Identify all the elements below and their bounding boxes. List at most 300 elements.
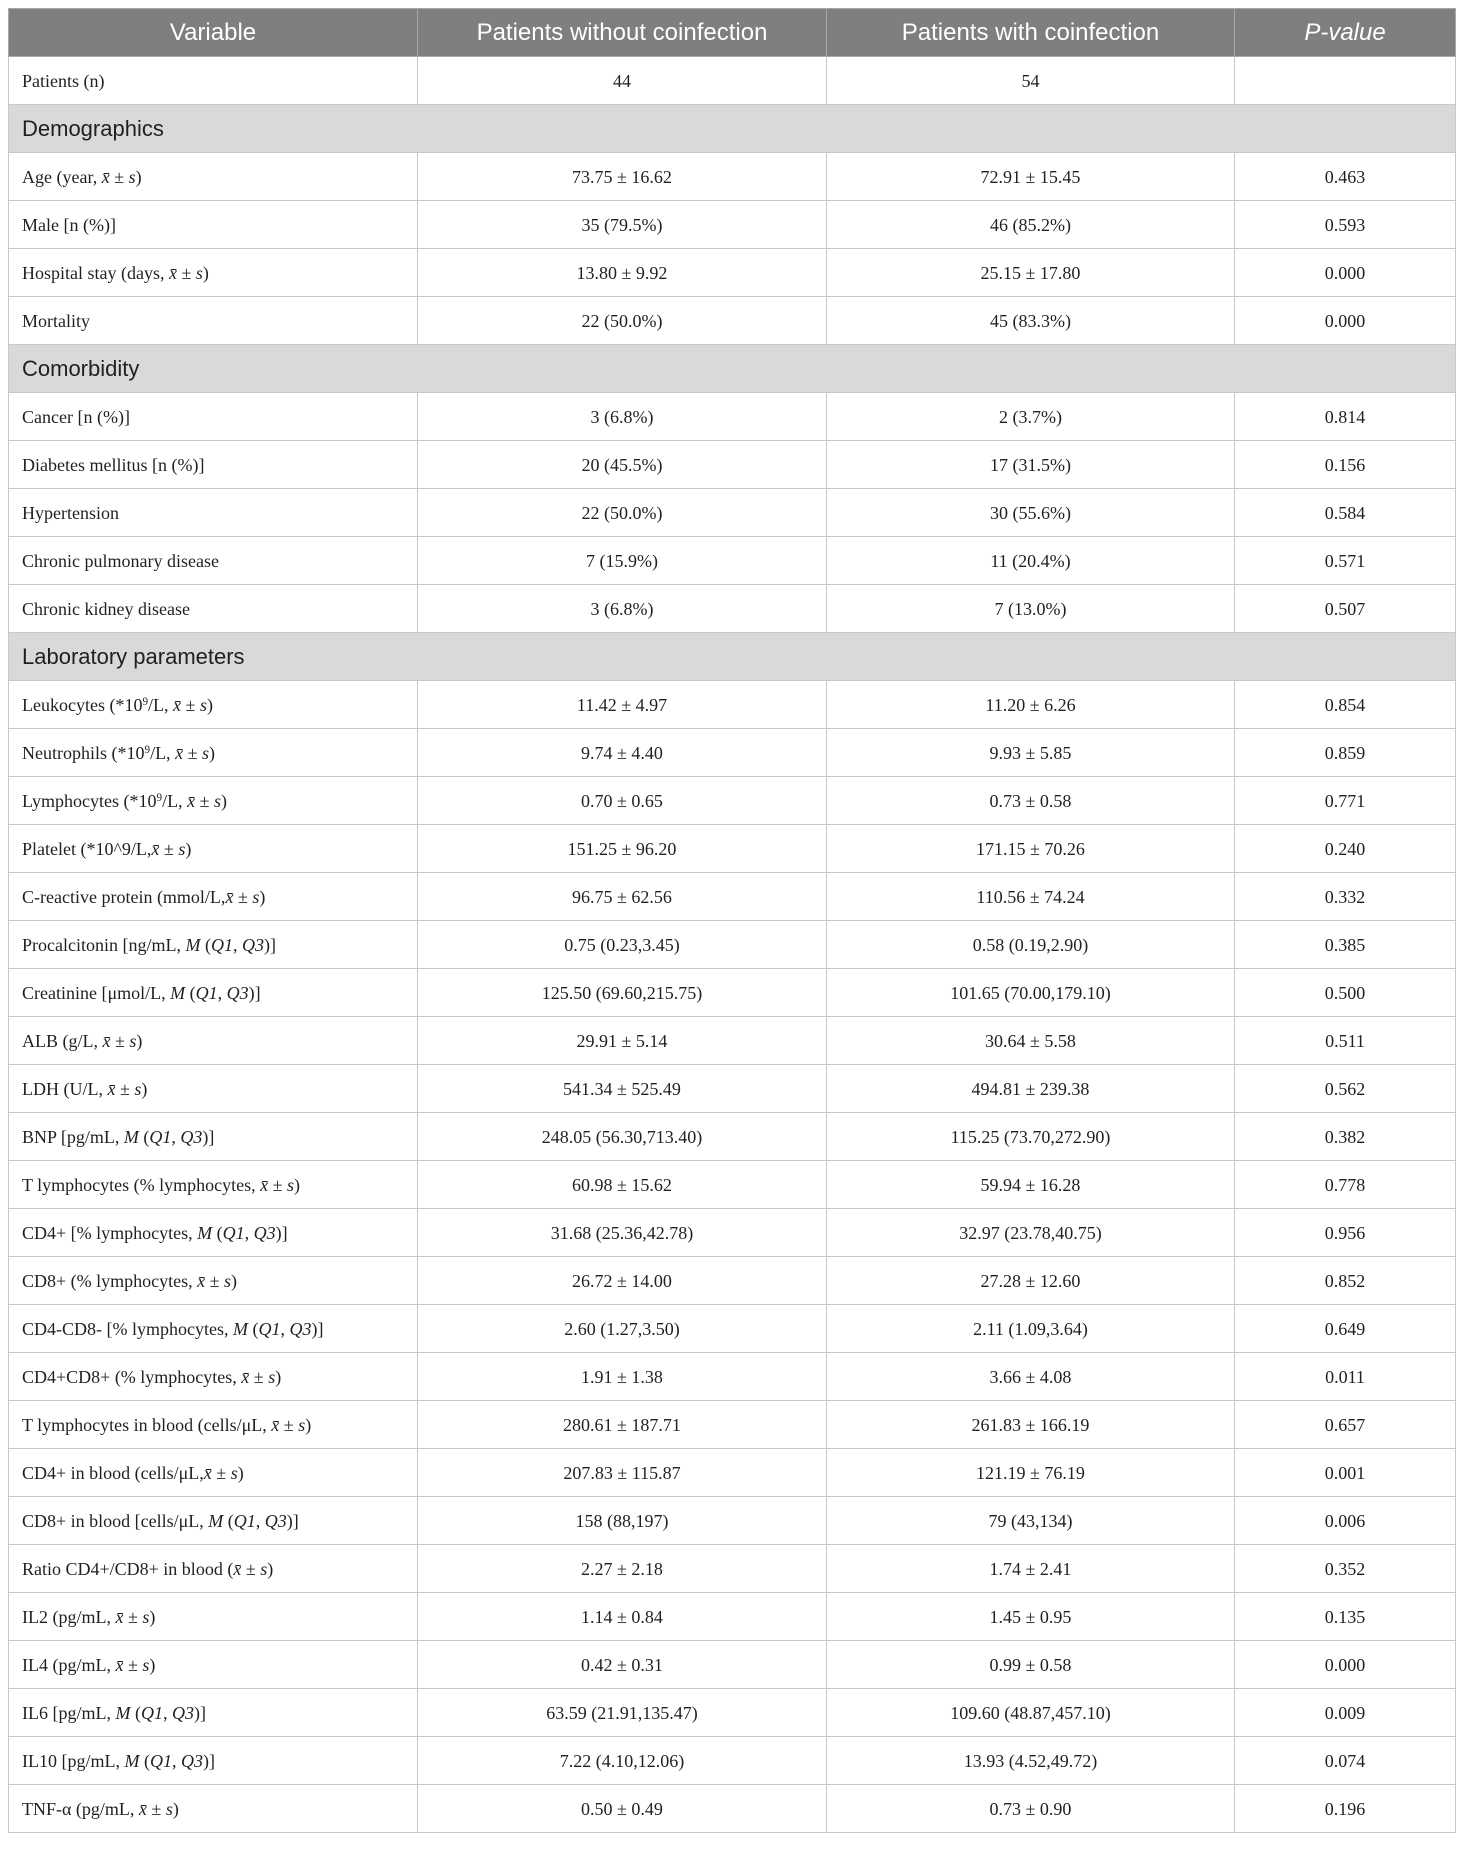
without-coinfection-value: 280.61 ± 187.71 <box>418 1401 827 1449</box>
p-value: 0.956 <box>1235 1209 1456 1257</box>
without-coinfection-value: 2.27 ± 2.18 <box>418 1545 827 1593</box>
variable-label-text: ) <box>231 1270 238 1291</box>
variable-label-text: Cancer [n (%)] <box>22 406 130 427</box>
variable-cell <box>9 1641 418 1689</box>
table-row <box>9 153 1456 201</box>
without-coinfection-value: 3 (6.8%) <box>418 585 827 633</box>
variable-label-text: /L, <box>148 694 174 715</box>
p-value: 0.011 <box>1235 1353 1456 1401</box>
math-symbol: x̄ <box>168 262 177 283</box>
variable-label-text: ± <box>183 742 202 763</box>
variable-label-text: )] <box>286 1510 299 1531</box>
math-symbol: Q1 <box>222 1222 245 1243</box>
p-value: 0.006 <box>1235 1497 1456 1545</box>
p-value: 0.814 <box>1235 393 1456 441</box>
math-symbol: Q1 <box>195 982 218 1003</box>
math-symbol: x̄ <box>175 742 184 763</box>
with-coinfection-value: 9.93 ± 5.85 <box>827 729 1235 777</box>
variable-label-text: Male [n (%)] <box>22 214 116 235</box>
p-value: 0.854 <box>1235 681 1456 729</box>
table-row <box>9 393 1456 441</box>
math-symbol: Q3 <box>253 1222 276 1243</box>
with-coinfection-value: 27.28 ± 12.60 <box>827 1257 1235 1305</box>
variable-label-text: , <box>162 1702 172 1723</box>
variable-cell <box>9 1689 418 1737</box>
table-row <box>9 585 1456 633</box>
variable-cell <box>9 1497 418 1545</box>
variable-label-text: ( <box>185 982 196 1003</box>
variable-label-text: /L, <box>150 742 176 763</box>
without-coinfection-value: 29.91 ± 5.14 <box>418 1017 827 1065</box>
variable-label-text: ( <box>130 1702 141 1723</box>
variable-label-text: ) <box>135 166 142 187</box>
math-symbol: s <box>298 1414 306 1435</box>
superscript: 9 <box>144 743 151 756</box>
variable-label-text: Lymphocytes (*10 <box>22 790 157 811</box>
with-coinfection-value: 11.20 ± 6.26 <box>827 681 1235 729</box>
without-coinfection-value: 248.05 (56.30,713.40) <box>418 1113 827 1161</box>
without-coinfection-value: 151.25 ± 96.20 <box>418 825 827 873</box>
without-coinfection-value: 541.34 ± 525.49 <box>418 1065 827 1113</box>
variable-label-text: ± <box>249 1366 269 1387</box>
math-symbol: s <box>224 1270 232 1291</box>
without-coinfection-value: 0.70 ± 0.65 <box>418 777 827 825</box>
table-row <box>9 729 1456 777</box>
variable-cell <box>9 441 418 489</box>
p-value: 0.649 <box>1235 1305 1456 1353</box>
p-value: 0.382 <box>1235 1113 1456 1161</box>
variable-label-text: , <box>171 1126 181 1147</box>
table-row <box>9 1257 1456 1305</box>
without-coinfection-value: 35 (79.5%) <box>418 201 827 249</box>
with-coinfection-value: 11 (20.4%) <box>827 537 1235 585</box>
without-coinfection-value: 0.42 ± 0.31 <box>418 1641 827 1689</box>
variable-cell <box>9 921 418 969</box>
without-coinfection-value: 22 (50.0%) <box>418 297 827 345</box>
math-symbol: x̄ <box>260 1174 269 1195</box>
variable-cell <box>9 969 418 1017</box>
variable-label-text: ) <box>202 262 209 283</box>
with-coinfection-value: 79 (43,134) <box>827 1497 1235 1545</box>
variable-label-text: )] <box>263 934 276 955</box>
math-symbol: x̄ <box>115 1606 124 1627</box>
table-row <box>9 873 1456 921</box>
table-row <box>9 201 1456 249</box>
without-coinfection-value: 207.83 ± 115.87 <box>418 1449 827 1497</box>
variable-label-text: Chronic kidney disease <box>22 598 190 619</box>
variable-label-text: )] <box>202 1750 215 1771</box>
math-symbol: s <box>252 886 260 907</box>
variable-label-text: LDH (U/L, <box>22 1078 108 1099</box>
variable-cell <box>9 1065 418 1113</box>
variable-label-text: ) <box>208 742 215 763</box>
math-symbol: Q3 <box>241 934 264 955</box>
variable-label-text: ± <box>176 262 196 283</box>
variable-cell <box>9 825 418 873</box>
p-value <box>1235 57 1456 105</box>
variable-label-text: BNP [pg/mL, <box>22 1126 124 1147</box>
variable-label-text: ( <box>200 934 211 955</box>
without-coinfection-value: 2.60 (1.27,3.50) <box>418 1305 827 1353</box>
variable-label-text: Platelet (*10^9/L, <box>22 838 152 859</box>
math-symbol: Q3 <box>289 1318 312 1339</box>
math-symbol: Q1 <box>140 1702 163 1723</box>
table-row <box>9 1641 1456 1689</box>
with-coinfection-value: 0.73 ± 0.58 <box>827 777 1235 825</box>
variable-cell <box>9 1209 418 1257</box>
variable-label-text: , <box>171 1750 181 1771</box>
column-header-variable: Variable <box>9 9 418 57</box>
with-coinfection-value: 30 (55.6%) <box>827 489 1235 537</box>
variable-label-text: , <box>232 934 242 955</box>
variable-label-text: Mortality <box>22 310 90 331</box>
variable-cell <box>9 1401 418 1449</box>
p-value: 0.000 <box>1235 297 1456 345</box>
variable-cell <box>9 1545 418 1593</box>
p-value: 0.074 <box>1235 1737 1456 1785</box>
p-value: 0.584 <box>1235 489 1456 537</box>
without-coinfection-value: 9.74 ± 4.40 <box>418 729 827 777</box>
math-symbol: s <box>142 1606 150 1627</box>
p-value: 0.332 <box>1235 873 1456 921</box>
without-coinfection-value: 7 (15.9%) <box>418 537 827 585</box>
variable-label-text: )] <box>193 1702 206 1723</box>
variable-label-text: Procalcitonin [ng/mL, <box>22 934 186 955</box>
without-coinfection-value: 158 (88,197) <box>418 1497 827 1545</box>
variable-label-text: ± <box>211 1462 231 1483</box>
variable-label-text: ( <box>139 1750 150 1771</box>
variable-label-text: ) <box>294 1174 301 1195</box>
math-symbol: Q3 <box>264 1510 287 1531</box>
p-value: 0.001 <box>1235 1449 1456 1497</box>
table-row <box>9 1305 1456 1353</box>
with-coinfection-value: 30.64 ± 5.58 <box>827 1017 1235 1065</box>
variable-cell <box>9 1017 418 1065</box>
variable-label-text: Patients (n) <box>22 70 105 91</box>
variable-label-text: Ratio CD4+/CD8+ in blood ( <box>22 1558 234 1579</box>
table-row <box>9 1593 1456 1641</box>
variable-label-text: )] <box>275 1222 288 1243</box>
math-symbol: x̄ <box>197 1270 206 1291</box>
table-row <box>9 1401 1456 1449</box>
variable-label-text: ) <box>237 1462 244 1483</box>
variable-label-text: Creatinine [μmol/L, <box>22 982 171 1003</box>
variable-cell <box>9 777 418 825</box>
variable-cell <box>9 1737 418 1785</box>
p-value: 0.135 <box>1235 1593 1456 1641</box>
p-value: 0.859 <box>1235 729 1456 777</box>
without-coinfection-value: 22 (50.0%) <box>418 489 827 537</box>
without-coinfection-value: 1.14 ± 0.84 <box>418 1593 827 1641</box>
math-symbol: x̄ <box>151 838 160 859</box>
with-coinfection-value: 109.60 (48.87,457.10) <box>827 1689 1235 1737</box>
table-row <box>9 1065 1456 1113</box>
math-symbol: s <box>268 1366 276 1387</box>
math-symbol: Q3 <box>180 1126 203 1147</box>
math-symbol: Q3 <box>171 1702 194 1723</box>
math-symbol: x̄ <box>102 1030 111 1051</box>
p-value: 0.000 <box>1235 1641 1456 1689</box>
without-coinfection-value: 20 (45.5%) <box>418 441 827 489</box>
with-coinfection-value: 25.15 ± 17.80 <box>827 249 1235 297</box>
variable-label-text: ± <box>146 1798 166 1819</box>
p-value: 0.009 <box>1235 1689 1456 1737</box>
math-symbol: M <box>232 1318 248 1339</box>
variable-label-text: CD4-CD8- [% lymphocytes, <box>22 1318 233 1339</box>
table-row <box>9 1113 1456 1161</box>
variable-label-text: ± <box>205 1270 225 1291</box>
with-coinfection-value: 72.91 ± 15.45 <box>827 153 1235 201</box>
p-value: 0.571 <box>1235 537 1456 585</box>
variable-label-text: Neutrophils (*10 <box>22 742 145 763</box>
variable-label-text: IL4 (pg/mL, <box>22 1654 116 1675</box>
variable-label-text: )] <box>202 1126 215 1147</box>
variable-label-text: TNF-α (pg/mL, <box>22 1798 139 1819</box>
p-value: 0.562 <box>1235 1065 1456 1113</box>
table-row <box>9 57 1456 105</box>
variable-label-text: Diabetes mellitus [n (%)] <box>22 454 205 475</box>
variable-label-text: ± <box>159 838 179 859</box>
p-value: 0.240 <box>1235 825 1456 873</box>
variable-cell <box>9 729 418 777</box>
p-value: 0.778 <box>1235 1161 1456 1209</box>
variable-cell <box>9 489 418 537</box>
variable-label-text: ) <box>172 1798 179 1819</box>
superscript: 9 <box>142 695 149 708</box>
without-coinfection-value: 73.75 ± 16.62 <box>418 153 827 201</box>
with-coinfection-value: 261.83 ± 166.19 <box>827 1401 1235 1449</box>
with-coinfection-value: 101.65 (70.00,179.10) <box>827 969 1235 1017</box>
section-heading: Comorbidity <box>9 345 1456 393</box>
math-symbol: x̄ <box>233 1558 242 1579</box>
with-coinfection-value: 45 (83.3%) <box>827 297 1235 345</box>
p-value: 0.593 <box>1235 201 1456 249</box>
table-row <box>9 921 1456 969</box>
table-row <box>9 681 1456 729</box>
column-header-without-coinfection: Patients without coinfection <box>418 9 827 57</box>
p-value: 0.852 <box>1235 1257 1456 1305</box>
variable-label-text: Chronic pulmonary disease <box>22 550 219 571</box>
with-coinfection-value: 115.25 (73.70,272.90) <box>827 1113 1235 1161</box>
with-coinfection-value: 54 <box>827 57 1235 105</box>
math-symbol: s <box>129 1030 137 1051</box>
variable-cell <box>9 153 418 201</box>
table-row <box>9 1689 1456 1737</box>
with-coinfection-value: 171.15 ± 70.26 <box>827 825 1235 873</box>
variable-cell <box>9 201 418 249</box>
variable-label-text: CD4+CD8+ (% lymphocytes, <box>22 1366 242 1387</box>
variable-label-text: Leukocytes (*10 <box>22 694 143 715</box>
data-table <box>8 8 1456 1833</box>
variable-label-text: ± <box>115 1078 135 1099</box>
superscript: 9 <box>156 791 163 804</box>
variable-label-text: ± <box>110 1030 130 1051</box>
with-coinfection-value: 494.81 ± 239.38 <box>827 1065 1235 1113</box>
math-symbol: M <box>115 1702 131 1723</box>
variable-label-text: Hypertension <box>22 502 119 523</box>
section-row <box>9 633 1456 681</box>
math-symbol: s <box>178 838 186 859</box>
without-coinfection-value: 44 <box>418 57 827 105</box>
with-coinfection-value: 0.73 ± 0.90 <box>827 1785 1235 1833</box>
table-row <box>9 1161 1456 1209</box>
with-coinfection-value: 32.97 (23.78,40.75) <box>827 1209 1235 1257</box>
variable-label-text: ± <box>268 1174 288 1195</box>
variable-cell <box>9 1305 418 1353</box>
variable-cell <box>9 1449 418 1497</box>
header-row <box>9 9 1456 57</box>
with-coinfection-value: 46 (85.2%) <box>827 201 1235 249</box>
with-coinfection-value: 13.93 (4.52,49.72) <box>827 1737 1235 1785</box>
table-row <box>9 825 1456 873</box>
variable-label-text: ) <box>149 1606 156 1627</box>
math-symbol: Q1 <box>233 1510 256 1531</box>
variable-cell <box>9 393 418 441</box>
without-coinfection-value: 31.68 (25.36,42.78) <box>418 1209 827 1257</box>
variable-label-text: IL6 [pg/mL, <box>22 1702 116 1723</box>
math-symbol: x̄ <box>173 694 182 715</box>
without-coinfection-value: 63.59 (21.91,135.47) <box>418 1689 827 1737</box>
p-value: 0.657 <box>1235 1401 1456 1449</box>
table-row <box>9 1785 1456 1833</box>
variable-label-text: CD8+ in blood [cells/μL, <box>22 1510 209 1531</box>
without-coinfection-value: 13.80 ± 9.92 <box>418 249 827 297</box>
section-heading: Laboratory parameters <box>9 633 1456 681</box>
without-coinfection-value: 96.75 ± 62.56 <box>418 873 827 921</box>
variable-label-text: CD4+ [% lymphocytes, <box>22 1222 198 1243</box>
p-value: 0.196 <box>1235 1785 1456 1833</box>
column-header-p-value: P-value <box>1235 9 1456 57</box>
variable-label-text: C-reactive protein (mmol/L, <box>22 886 226 907</box>
with-coinfection-value: 110.56 ± 74.24 <box>827 873 1235 921</box>
math-symbol: s <box>195 262 203 283</box>
math-symbol: s <box>213 790 221 811</box>
variable-cell <box>9 537 418 585</box>
variable-label-text: ± <box>109 166 129 187</box>
without-coinfection-value: 1.91 ± 1.38 <box>418 1353 827 1401</box>
math-symbol: Q1 <box>258 1318 281 1339</box>
with-coinfection-value: 0.58 (0.19,2.90) <box>827 921 1235 969</box>
math-symbol: s <box>134 1078 142 1099</box>
table-row <box>9 1497 1456 1545</box>
with-coinfection-value: 121.19 ± 76.19 <box>827 1449 1235 1497</box>
variable-label-text: , <box>255 1510 265 1531</box>
variable-label-text: ( <box>247 1318 259 1339</box>
variable-label-text: , <box>280 1318 290 1339</box>
variable-label-text: ) <box>259 886 266 907</box>
variable-label-text: ( <box>138 1126 150 1147</box>
without-coinfection-value: 0.75 (0.23,3.45) <box>418 921 827 969</box>
table-row <box>9 1737 1456 1785</box>
p-value: 0.463 <box>1235 153 1456 201</box>
without-coinfection-value: 60.98 ± 15.62 <box>418 1161 827 1209</box>
table-head <box>9 9 1456 57</box>
variable-label-text: ± <box>279 1414 299 1435</box>
variable-label-text: ( <box>212 1222 223 1243</box>
with-coinfection-value: 2.11 (1.09,3.64) <box>827 1305 1235 1353</box>
variable-label-text: IL10 [pg/mL, <box>22 1750 125 1771</box>
variable-label-text: ) <box>149 1654 156 1675</box>
table-row <box>9 1017 1456 1065</box>
table-row <box>9 537 1456 585</box>
p-value: 0.000 <box>1235 249 1456 297</box>
without-coinfection-value: 26.72 ± 14.00 <box>418 1257 827 1305</box>
variable-label-text: ± <box>233 886 253 907</box>
math-symbol: x̄ <box>107 1078 116 1099</box>
math-symbol: s <box>142 1654 150 1675</box>
math-symbol: x̄ <box>225 886 234 907</box>
table-row <box>9 1353 1456 1401</box>
without-coinfection-value: 3 (6.8%) <box>418 393 827 441</box>
variable-cell <box>9 1593 418 1641</box>
section-row <box>9 105 1456 153</box>
variable-label-text: IL2 (pg/mL, <box>22 1606 116 1627</box>
variable-cell <box>9 1161 418 1209</box>
math-symbol: s <box>230 1462 238 1483</box>
math-symbol: s <box>260 1558 268 1579</box>
math-symbol: Q1 <box>210 934 233 955</box>
without-coinfection-value: 11.42 ± 4.97 <box>418 681 827 729</box>
math-symbol: x̄ <box>115 1654 124 1675</box>
math-symbol: Q3 <box>180 1750 203 1771</box>
variable-label-text: Age (year, <box>22 166 102 187</box>
column-header-with-coinfection: Patients with coinfection <box>827 9 1235 57</box>
variable-cell <box>9 681 418 729</box>
math-symbol: x̄ <box>101 166 110 187</box>
p-value: 0.511 <box>1235 1017 1456 1065</box>
with-coinfection-value: 59.94 ± 16.28 <box>827 1161 1235 1209</box>
math-symbol: s <box>199 694 207 715</box>
variable-label-text: /L, <box>162 790 188 811</box>
table-row <box>9 1209 1456 1257</box>
math-symbol: x̄ <box>241 1366 250 1387</box>
variable-label-text: ) <box>267 1558 274 1579</box>
variable-label-text: )] <box>311 1318 324 1339</box>
math-symbol: Q3 <box>226 982 249 1003</box>
variable-label-text: CD8+ (% lymphocytes, <box>22 1270 198 1291</box>
variable-label-text: ) <box>220 790 227 811</box>
math-symbol: s <box>287 1174 295 1195</box>
table-row <box>9 969 1456 1017</box>
math-symbol: Q1 <box>149 1750 172 1771</box>
p-value: 0.352 <box>1235 1545 1456 1593</box>
variable-label-text: ) <box>275 1366 282 1387</box>
math-symbol: M <box>208 1510 224 1531</box>
variable-label-text: ) <box>136 1030 143 1051</box>
variable-cell <box>9 1113 418 1161</box>
math-symbol: x̄ <box>138 1798 147 1819</box>
without-coinfection-value: 0.50 ± 0.49 <box>418 1785 827 1833</box>
with-coinfection-value: 2 (3.7%) <box>827 393 1235 441</box>
with-coinfection-value: 3.66 ± 4.08 <box>827 1353 1235 1401</box>
variable-label-text: ) <box>185 838 192 859</box>
variable-label-text: CD4+ in blood (cells/μL, <box>22 1462 204 1483</box>
variable-cell <box>9 873 418 921</box>
math-symbol: s <box>201 742 209 763</box>
math-symbol: s <box>128 166 136 187</box>
table-row <box>9 441 1456 489</box>
math-symbol: x̄ <box>271 1414 280 1435</box>
math-symbol: M <box>197 1222 213 1243</box>
section-row <box>9 345 1456 393</box>
variable-label-text: , <box>244 1222 254 1243</box>
table-row <box>9 297 1456 345</box>
with-coinfection-value: 1.45 ± 0.95 <box>827 1593 1235 1641</box>
math-symbol: M <box>123 1126 139 1147</box>
variable-label-text: ± <box>195 790 214 811</box>
p-value: 0.500 <box>1235 969 1456 1017</box>
variable-cell <box>9 57 418 105</box>
